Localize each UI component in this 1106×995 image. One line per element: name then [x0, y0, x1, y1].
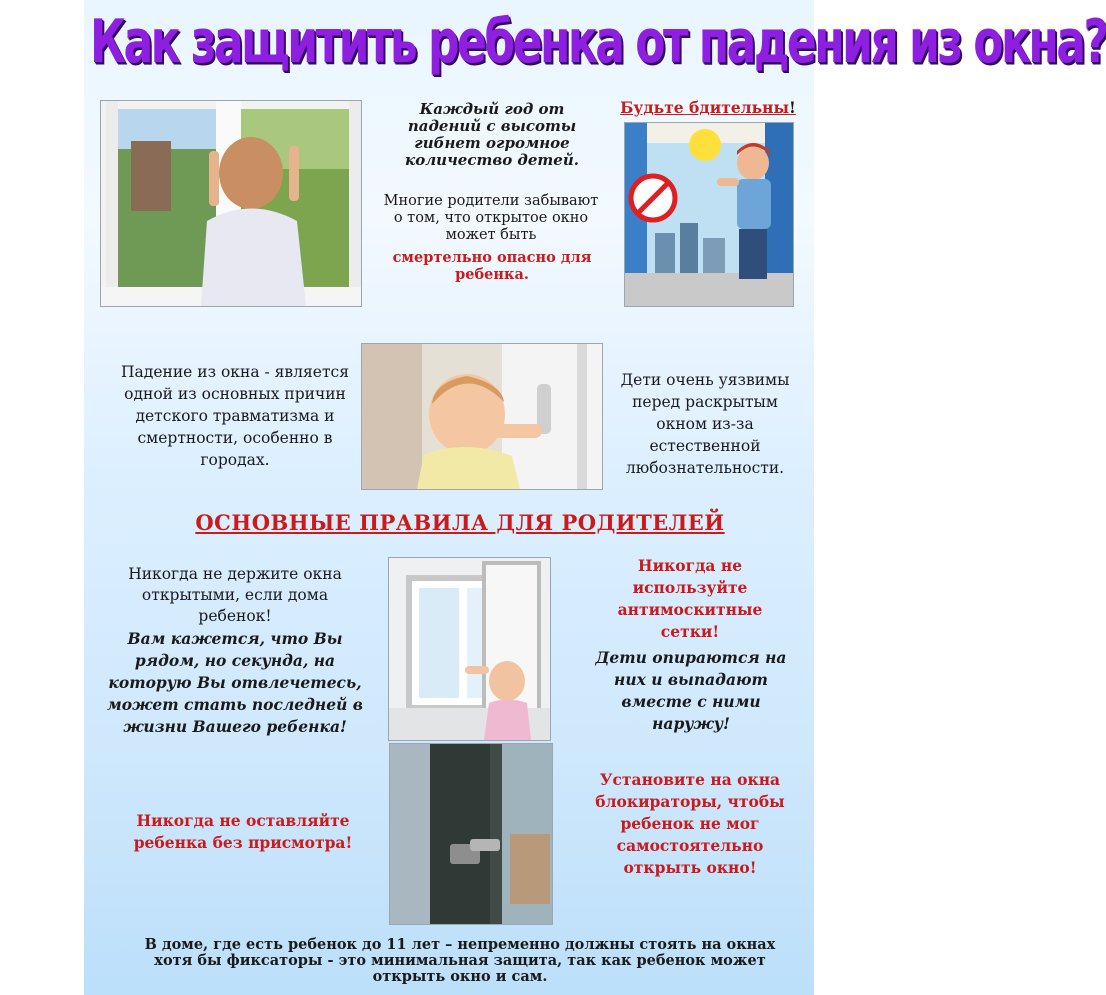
footer-text: В доме, где есть ребенок до 11 лет – непременно должны стоять на окнах хотя бы фиксаторы - это минимальная защита, так как ребенок может открыть окно и сам.: [144, 936, 776, 985]
intro-red: смертельно опасно для ребенка.: [392, 249, 592, 283]
cartoon-child-window-illustration: [624, 122, 794, 307]
window-lock-photo: [389, 743, 553, 925]
rules-right-italic: Дети опираются на них и выпадают вместе с ними наружу!: [595, 648, 787, 733]
child-at-window-photo: [100, 100, 362, 307]
rules-left-normal: Никогда не держите окна открытыми, если дома ребенок!: [128, 565, 342, 625]
rules-left-italic: Вам кажется, что Вы рядом, но секунда, на которую Вы отвлечетесь, может стать последней в жизни Вашего ребенка!: [107, 629, 363, 736]
alert-mark: !: [789, 98, 796, 117]
middle-left-text: Падение из окна - является одной из основных причин детского травматизма и смертности, особенно в городах.: [121, 363, 349, 469]
toddler-handle-photo: [361, 343, 603, 490]
rules-right-red-1: Никогда не используйте антимоскитные сетки!: [617, 556, 763, 641]
rules-right-red-2: Установите на окна блокираторы, чтобы ребенок не мог самостоятельно открыть окно!: [595, 770, 785, 877]
rules-heading: ОСНОВНЫЕ ПРАВИЛА ДЛЯ РОДИТЕЛЕЙ: [195, 510, 725, 535]
page-title: Как защитить ребенка от падения из окна?: [90, 7, 1106, 77]
middle-right-text: Дети очень уязвимы перед раскрытым окном из-за естественной любознательности.: [620, 371, 790, 477]
rules-left-red: Никогда не оставляйте ребенка без присмотра!: [133, 811, 353, 852]
alert-label-text: Будьте бдительны: [620, 98, 790, 117]
child-window-photo: [388, 557, 551, 741]
intro-italic: Каждый год от падений с высоты гибнет огромное количество детей.: [405, 100, 579, 169]
intro-normal: Многие родители забывают о том, что открытое окно может быть: [383, 193, 599, 243]
alert-label: [618, 99, 798, 117]
